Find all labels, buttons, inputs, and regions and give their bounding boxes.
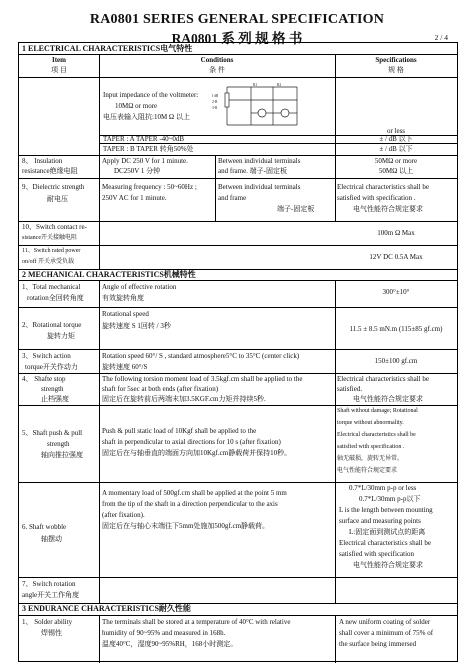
push-pull-item-en: 5、Shaft push & pull (22, 429, 83, 437)
push-pull-spec-6: 电气性能符合规定要求 (337, 468, 398, 474)
spec-table (18, 42, 458, 662)
push-pull-item-cn: 轴向推拉强度 (41, 451, 83, 459)
rotational-torque-item-en: 2、Rotational torque (22, 321, 82, 329)
row-line (19, 54, 457, 55)
solder-item-cn: 焊锡性 (41, 629, 62, 637)
contact-resistance-item-en: 10、Switch contact re- (22, 223, 87, 231)
switch-angle-item-en: 7、Switch rotation (22, 580, 76, 588)
shaft-stop-spec-1: Electrical characteristics shall be (337, 375, 429, 383)
dielectric-spec-2: satisfied with specification . (337, 194, 416, 202)
shaft-wobble-item-en: 6. Shaft wobble (22, 523, 67, 531)
shaft-wobble-cond-4: 固定后在与轴心末端往下5mm处施加500gf.cm静载荷。 (102, 522, 270, 530)
push-pull-spec-2: torque without abnormality. (337, 420, 404, 426)
input-impedance-line3: 电压表输入阻抗:10M Ω 以上 (103, 113, 190, 121)
total-rotation-cond-en: Angle of effective rotation (102, 283, 177, 291)
page-number: 2 / 4 (434, 33, 448, 42)
col-line (99, 280, 100, 603)
row-line (19, 178, 457, 179)
col-line (215, 155, 216, 221)
insulation-spec-en: 50MΩ or more (374, 157, 418, 165)
doc-title-cn: RA0801 系 列 规 格 书 (171, 31, 303, 46)
shaft-stop-item-en2: strength (41, 385, 64, 393)
taper-b-condition: TAPER : B TAPER 转角50%处 (103, 145, 194, 153)
shaft-wobble-spec-7: satisfied with specification (339, 550, 415, 558)
solder-cond-1: The terminals shall be stored at a temperature of 40°C with relative (102, 618, 291, 626)
row-line (19, 155, 457, 156)
header-item-cn: 项 目 (51, 66, 67, 74)
dielectric-cond-b2: and frame (218, 194, 247, 202)
diagram-label-r2: R2 (277, 83, 282, 87)
col-line (99, 615, 100, 663)
solder-cond-2: humidity of 90~95% and measured in 168h. (102, 629, 226, 637)
diagram-label-2b: 2-B (212, 100, 218, 104)
header-conditions-cn: 条 件 (209, 66, 225, 74)
dielectric-cond-b3: 端子-固定板 (277, 205, 315, 213)
section-endurance: 3 ENDURANCE CHARACTERISTICS耐久性能 (22, 604, 191, 613)
diagram-label-r1: R1 (253, 83, 258, 87)
dielectric-spec-1: Electrical characteristics shall be (337, 183, 429, 191)
header-spec-cn: 规 格 (388, 66, 404, 74)
rotational-torque-cond-1: Rotational speed (102, 310, 149, 318)
voltmeter-1-symbol (258, 109, 266, 117)
shaft-stop-item-cn: 止档强度 (41, 395, 69, 403)
push-pull-spec-5: 轴无破损，旋转无异常。 (337, 456, 404, 462)
contact-resistance-spec: 100m Ω Max (377, 229, 415, 237)
push-pull-cond-3: 固定后在与轴垂直的端面方向加10Kgf.cm静载荷并保持10秒。 (102, 449, 292, 457)
dielectric-item-cn: 耐电压 (47, 195, 68, 203)
shaft-wobble-spec-3: L is the length between mounting (339, 506, 433, 514)
col-line (335, 615, 336, 663)
dielectric-cond-b1: Between individual terminals (218, 183, 301, 191)
shaft-stop-cond-2: shaft for 5sec at both ends (after fixation) (102, 385, 219, 393)
push-pull-cond-1: Push & pull static load of 10Kgf shall be applied to the (102, 427, 257, 435)
row-line (19, 280, 457, 281)
insulation-item-cn: resistance绝缘电阻 (22, 167, 78, 175)
push-pull-item-en2: strength (47, 440, 70, 448)
shaft-stop-cond-1: The following torsion moment load of 3.5kgf.cm shall be applied to the (102, 375, 303, 383)
voltmeter-2-symbol (281, 109, 289, 117)
resistor-symbol (225, 93, 229, 107)
row-line (19, 307, 457, 308)
row-line (19, 373, 457, 374)
push-pull-spec-3: Electrical characteristics shall be (337, 432, 416, 438)
doc-title-en: RA0801 SERIES GENERAL SPECIFICATION (89, 12, 385, 27)
switch-action-item-cn: torque开关作动力 (25, 363, 78, 371)
contact-resistance-item-cn: sistance开关接触电阻 (22, 235, 77, 241)
taper-spec-top: or less (386, 127, 406, 135)
taper-b-spec: ± / dB 以下 (379, 145, 413, 153)
rated-power-item-en: 11、Switch rated power (22, 248, 81, 254)
shaft-wobble-cond-2: from the tip of the shaft in a direction perpendicular to the axis (102, 500, 278, 508)
solder-spec-2: shall cover a minimum of 75% of (339, 629, 434, 637)
col-line (99, 54, 100, 221)
col-line (99, 221, 100, 269)
shaft-stop-spec-3: 电气性能符合规定要求 (353, 395, 423, 403)
switch-action-cond-cn: 旋转速度 60°/S (102, 363, 148, 371)
header-spec-en: Specifications (375, 56, 417, 64)
solder-spec-3: the surface being immersed (339, 640, 417, 648)
row-line (19, 577, 457, 578)
switch-action-item-en: 3、Switch action (22, 352, 71, 360)
header-item-en: Item (52, 56, 66, 64)
header-conditions-en: Conditions (200, 56, 234, 64)
push-pull-cond-2: shaft in perpendicular to axial directions for 10 s (after fixation) (102, 438, 281, 446)
shaft-wobble-spec-1: 0.7*L/30mm p-p or less (349, 484, 417, 492)
insulation-cond-a1: Apply DC 250 V for 1 minute. (102, 157, 188, 165)
dielectric-cond-a1: Measuring frequency : 50~60Hz ; (102, 183, 197, 191)
total-rotation-cond-cn: 有效旋转角度 (102, 294, 144, 302)
rated-power-item-cn: on/off 开关承受负载 (22, 259, 75, 265)
push-pull-spec-4: satisfied with specification . (337, 444, 405, 450)
dielectric-item-en: 9、Dielectric strength (22, 183, 85, 191)
shaft-stop-item-en: 4、 Shafte stop (22, 375, 66, 383)
shaft-wobble-item-cn: 轴摆动 (41, 535, 62, 543)
row-line (19, 482, 457, 483)
shaft-wobble-cond-3: (after fixation). (102, 511, 145, 519)
shaft-wobble-spec-6: Electrical characteristics shall be (339, 539, 431, 547)
shaft-wobble-spec-4: surface and measuring points (339, 517, 421, 525)
taper-a-condition: TAPER : A TAPER -40~0dB (103, 135, 185, 143)
input-impedance-line2: 10MΩ or more (115, 102, 158, 110)
insulation-cond-b2: and frame. 端子-固定板 (218, 167, 288, 175)
rotational-torque-cond-2: 旋转速度 S 1回转 / 3秒 (102, 322, 171, 330)
total-rotation-spec: 300°±10° (382, 288, 410, 296)
solder-cond-3: 温度40°C，湿度90~95%RH，168小时测定。 (102, 640, 238, 648)
total-rotation-item-cn: rotation全回转角度 (27, 294, 84, 302)
total-rotation-item-en: 1、Total mechanical (22, 283, 81, 291)
input-impedance-line1: Input impedance of the voltmeter: (103, 91, 199, 99)
switch-angle-item-cn: angle开关工作角度 (22, 591, 80, 599)
dielectric-cond-a2: 250V AC for 1 minute. (102, 194, 167, 202)
push-pull-spec-1: Shaft without damage; Rotational (337, 408, 418, 414)
solder-item-en: 1、 Solder ability (22, 618, 73, 626)
switch-action-cond-en: Rotation speed 60°/ S , standard atmosphere5°C to 35°C (center click) (102, 352, 300, 360)
shaft-wobble-cond-1: A momentary load of 500gf.cm shall be applied at the point 5 mm (102, 489, 287, 497)
solder-spec-1: A new uniform coating of solder (339, 618, 431, 626)
row-line (19, 77, 457, 78)
rotational-torque-item-cn: 旋转力矩 (47, 332, 75, 340)
insulation-cond-b1: Between individual terminals (218, 157, 301, 165)
row-line (19, 405, 457, 406)
shaft-wobble-spec-5: L:固定面到测试点的距离 (349, 528, 426, 536)
diagram-label-3r: 3-R (212, 106, 218, 110)
insulation-item-en: 8、 Insulation (22, 157, 63, 165)
insulation-cond-a2: DC250V 1 分钟 (114, 167, 161, 175)
rotational-torque-spec: 11.5 ± 8.5 mN.m (115±85 gf.cm) (349, 325, 443, 333)
row-line (19, 349, 457, 350)
section-mechanical: 2 MECHANICAL CHARACTERISTICS机械特性 (22, 270, 196, 279)
section-electrical: 1 ELECTRICAL CHARACTERISTICS电气特性 (22, 44, 193, 53)
shaft-wobble-spec-8: 电气性能符合规定要求 (353, 561, 423, 569)
dielectric-spec-3: 电气性能符合规定要求 (353, 205, 423, 213)
row-line (19, 221, 457, 222)
row-line (19, 245, 457, 246)
insulation-spec-cn: 50MΩ 以上 (378, 167, 414, 175)
measurement-circuit-diagram (211, 83, 303, 129)
shaft-wobble-spec-2: 0.7*L/30mm p-p以下 (359, 495, 421, 503)
row-line (19, 615, 457, 616)
shaft-stop-cond-3: 固定后在旋转前后两端末加3.5KGF.cm力矩并持续5秒. (102, 395, 266, 403)
switch-action-spec: 150±100 gf.cm (374, 357, 418, 365)
diagram-label-db: I dB (212, 94, 219, 98)
taper-a-spec: ± / dB 以下 (379, 135, 413, 143)
rated-power-spec: 12V DC 0.5A Max (369, 253, 423, 261)
shaft-stop-spec-2: satisfied. (337, 385, 363, 393)
